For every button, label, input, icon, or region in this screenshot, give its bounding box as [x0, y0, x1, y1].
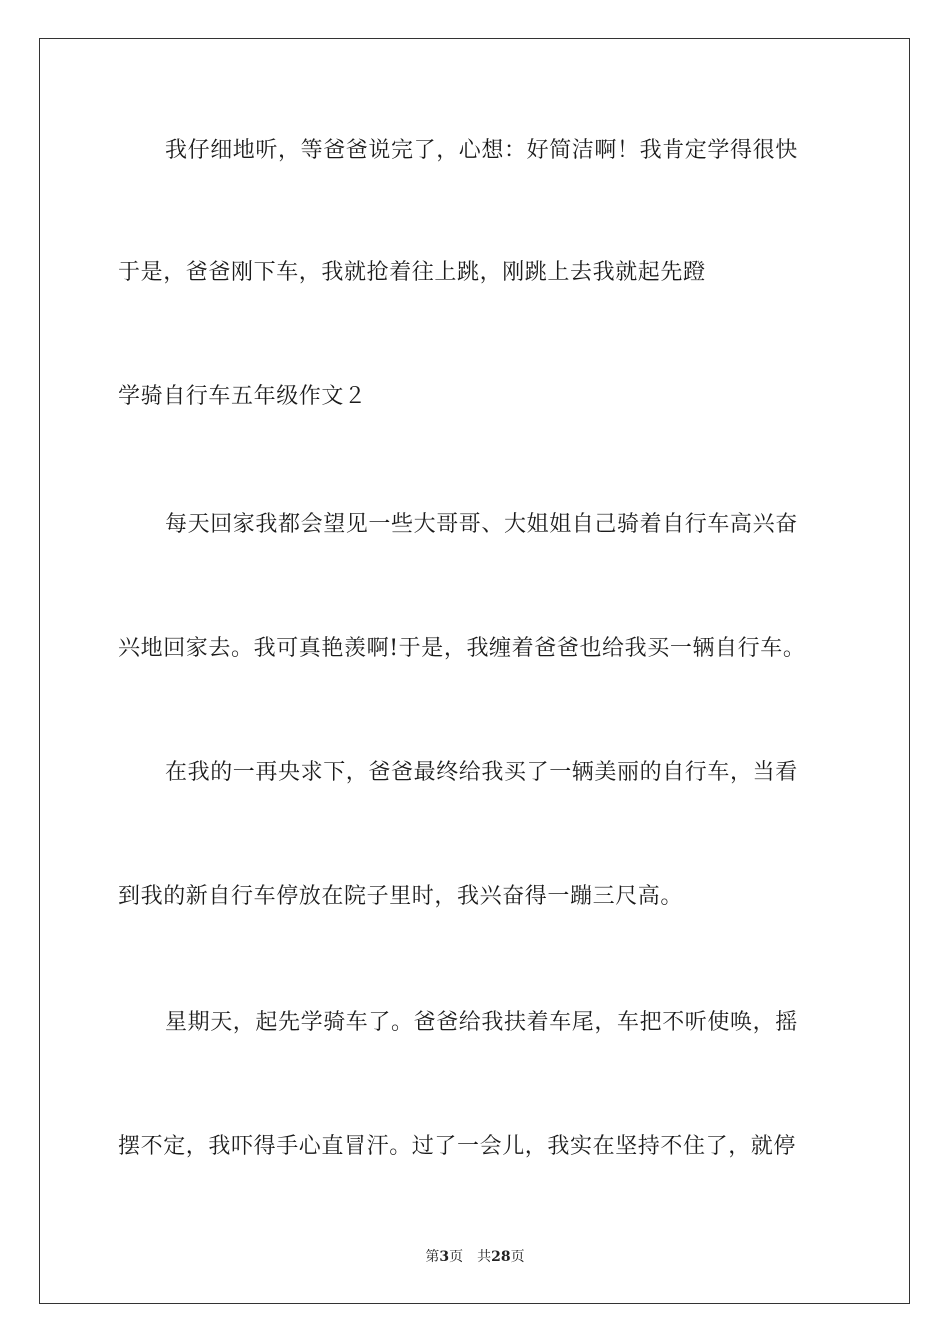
paragraph-line: 于是，爸爸刚下车，我就抢着往上跳，刚跳上去我就起先蹬 [118, 260, 706, 285]
paragraph-line: 摆不定，我吓得手心直冒汗。过了一会儿，我实在坚持不住了，就停 [118, 1134, 797, 1159]
total-pages-suffix: 页 [510, 1249, 525, 1265]
paragraph-line: 兴地回家去。我可真艳羡啊!于是，我缠着爸爸也给我买一辆自行车。 [118, 636, 806, 661]
paragraph-line: 在我的一再央求下，爸爸最终给我买了一辆美丽的自行车，当看 [165, 760, 798, 785]
page-footer [0, 1247, 950, 1267]
page-border [39, 38, 910, 1304]
total-pages-number: 28 [491, 1249, 511, 1265]
paragraph-line: 星期天，起先学骑车了。爸爸给我扶着车尾，车把不听使唤，摇 [165, 1010, 798, 1035]
page-number-suffix: 页 [449, 1249, 464, 1265]
total-pages-prefix: 共 [477, 1249, 492, 1265]
paragraph-line: 到我的新自行车停放在院子里时，我兴奋得一蹦三尺高。 [118, 884, 684, 909]
paragraph-line: 我仔细地听，等爸爸说完了，心想：好简洁啊！我肯定学得很快 [165, 138, 798, 163]
paragraph-line: 每天回家我都会望见一些大哥哥、大姐姐自己骑着自行车高兴奋 [165, 512, 798, 537]
current-page-number: 3 [439, 1249, 450, 1265]
page-number-prefix: 第 [425, 1249, 440, 1265]
section-heading: 学骑自行车五年级作文２ [118, 384, 367, 409]
